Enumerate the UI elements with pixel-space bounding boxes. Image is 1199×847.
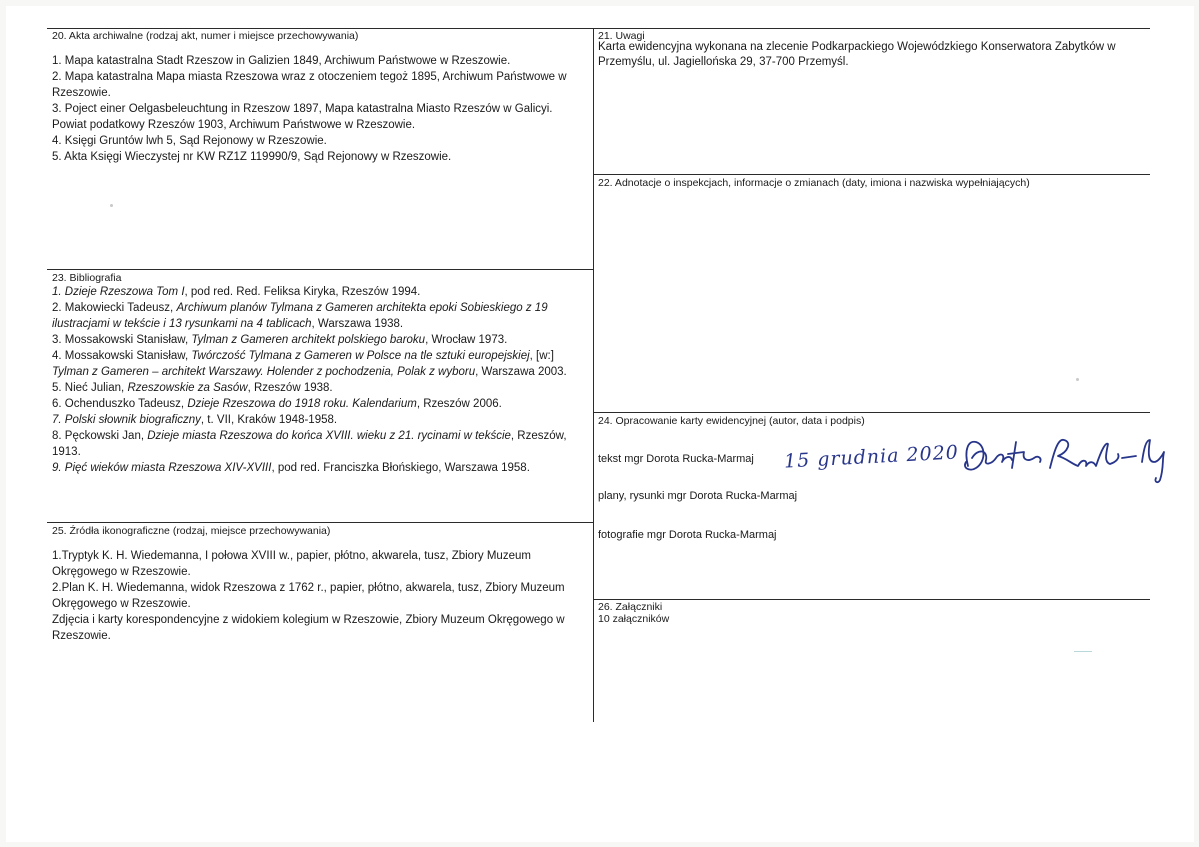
rule-24 [593,412,1150,413]
section-24-header: 24. Opracowanie karty ewidencyjnej (autor, data i podpis) [598,415,865,427]
author-plans-line: plany, rysunki mgr Dorota Rucka-Marmaj [598,490,798,502]
section-22-header: 22. Adnotacje o inspekcjach, informacje o zmianach (daty, imiona i nazwiska wypełniających) [598,177,1030,189]
list-item: 5. Nieć Julian, Rzeszowskie za Sasów, Rzeszów 1938. [52,382,333,394]
section-23-list [52,284,582,476]
list-item: 1.Tryptyk K. H. Wiedemanna, I połowa XVIII w., papier, płótno, akwarela, tusz, Zbiory Muzeum Okręgowego w Rzeszowie. [52,550,531,578]
section-23-header: 23. Bibliografia [52,272,122,284]
author-photos-line: fotografie mgr Dorota Rucka-Marmaj [598,529,777,541]
rule-25 [47,522,593,523]
rule-26 [593,599,1150,600]
section-26-header: 26. Załączniki [598,601,663,613]
section-20-header: 20. Akta archiwalne (rodzaj akt, numer i miejsce przechowywania) [52,30,359,42]
list-item: 5. Akta Księgi Wieczystej nr KW RZ1Z 119990/9, Sąd Rejonowy w Rzeszowie. [52,151,452,163]
section-21-header: 21. Uwagi [598,30,645,42]
list-item: 2. Mapa katastralna Mapa miasta Rzeszowa wraz z otoczeniem tegoż 1895, Archiwum Państwowe w Rzeszowie. [52,71,567,99]
top-rule [47,28,1150,29]
list-item: 4. Księgi Gruntów lwh 5, Sąd Rejonowy w Rzeszowie. [52,135,327,147]
scan-mark [1074,651,1092,652]
center-divider [593,28,594,722]
section-25-list [52,548,580,644]
section-26-text: 10 załączników [598,613,670,625]
handwritten-signature [772,428,1172,486]
rule-23 [47,269,593,270]
handwritten-date: 15 grudnia 2020 [783,441,960,473]
list-item: 8. Pęckowski Jan, Dzieje miasta Rzeszowa do końca XVIII. wieku z 21. rycinami w tekście, Rzeszów, 1913. [52,430,567,458]
list-item: 2. Makowiecki Tadeusz, Archiwum planów Tylmana z Gameren architekta epoki Sobieskiego z 19 ilustracjami w tekście i 13 rysunkami na 4 tablicach, Warszawa 1938. [52,302,548,330]
section-25-header: 25. Źródła ikonograficzne (rodzaj, miejsce przechowywania) [52,525,331,537]
author-text-line: tekst mgr Dorota Rucka-Marmaj [598,453,754,465]
list-item: 3. Poject einer Oelgasbeleuchtung in Rzeszow 1897, Mapa katastralna Miasto Rzeszów w Galicyi. Powiat podatkowy Rzeszów 1903, Archiwum Państwowe w Rzeszowie. [52,103,553,131]
rule-22 [593,174,1150,175]
scan-speck [110,204,113,207]
list-item: 7. Polski słownik biograficzny, t. VII, Kraków 1948-1958. [52,414,338,426]
section-21-text: Karta ewidencyjna wykonana na zlecenie Podkarpackiego Wojewódzkiego Konserwatora Zabytków w Przemyślu, ul. Jagiellońska 29, 37-700 Przemyśl. [598,41,1116,68]
list-item: 3. Mossakowski Stanisław, Tylman z Gameren architekt polskiego baroku, Wrocław 1973. [52,334,508,346]
list-item: 2.Plan K. H. Wiedemanna, widok Rzeszowa z 1762 r., papier, płótno, akwarela, tusz, Zbiory Muzeum Okręgowego w Rzeszowie. [52,582,565,610]
list-item: 4. Mossakowski Stanisław, Twórczość Tylmana z Gameren w Polsce na tle sztuki europejskiej, [w:] Tylman z Gameren – architekt Warszawy. Holender z pochodzenia, Polak z wyboru, Warszawa 2003. [52,350,567,378]
list-item: Zdjęcia i karty korespondencyjne z widokiem kolegium w Rzeszowie, Zbiory Muzeum Okręgowego w Rzeszowie. [52,614,565,642]
list-item: 6. Ochenduszko Tadeusz, Dzieje Rzeszowa do 1918 roku. Kalendarium, Rzeszów 2006. [52,398,502,410]
list-item: 1. Mapa katastralna Stadt Rzeszow in Galizien 1849, Archiwum Państwowe w Rzeszowie. [52,55,511,67]
list-item: 9. Pięć wieków miasta Rzeszowa XIV-XVIII, pod red. Franciszka Błońskiego, Warszawa 1958. [52,462,530,474]
section-20-list [52,53,580,165]
list-item: 1. Dzieje Rzeszowa Tom I, pod red. Red. Feliksa Kiryka, Rzeszów 1994. [52,286,421,298]
scan-speck [1076,378,1079,381]
